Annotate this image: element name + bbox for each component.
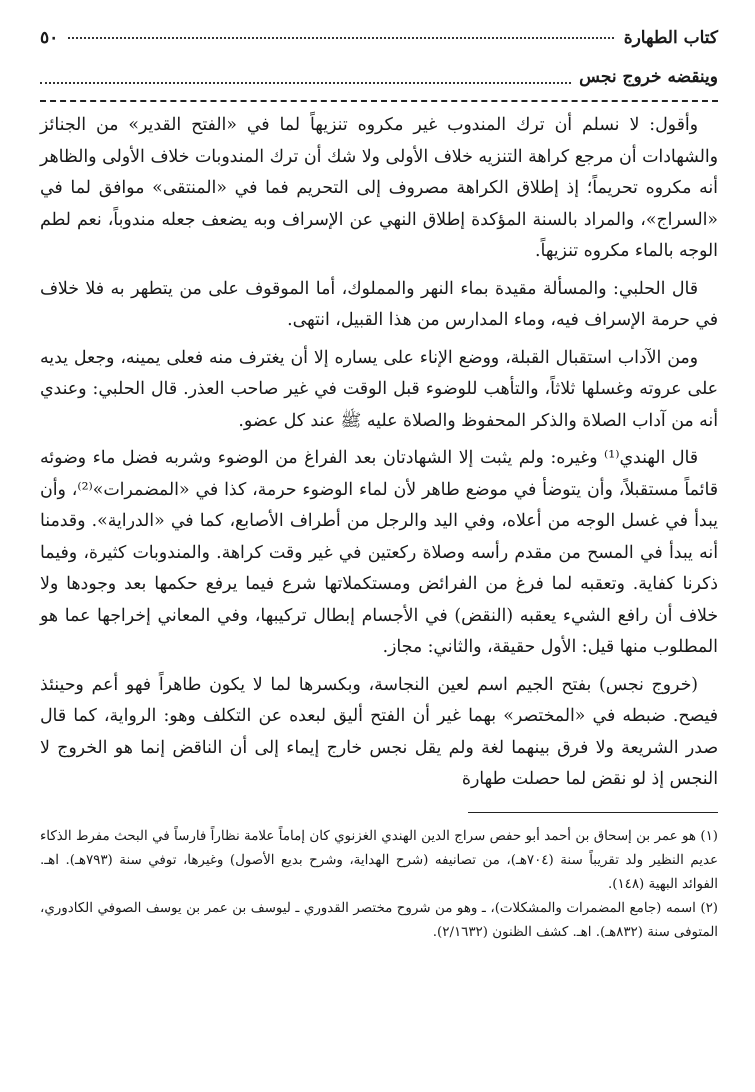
paragraph: وأقول: لا نسلم أن ترك المندوب غير مكروه تنزيهاً لما في «الفتح القدير» من الجنائز والشهادات أن مرجع كراهة التنزيه خلاف الأولى ولا شك أن ترك المندوبات خلاف الأولى والظاهر أنه مكروه تحريماً؛ إذ إطلاق الكراهة مصروف إلى التحريم فما في «المنتقى» موافق لما في «السراج»، والمراد بالسنة المؤكدة إطلاق النهي عن الإسراف وبه يضعف جعله مندوباً، نعم لطم الوجه بالماء مكروه تنزيهاً. — [40, 115, 718, 261]
paragraph: قال الهندي⁽¹⁾ وغيره: ولم يثبت إلا الشهادتان بعد الفراغ من الوضوء وشربه فضل ماء وضوئه قائماً مستقبلاً، وأن يتوضأ في موضع طاهر لأن لماء الوضوء حرمة، كذا في «المضمرات»⁽²⁾، وأن يبدأ في غسل الوجه من أعلاه، وفي اليد والرجل من أطراف الأصابع، كما في «الدراية». وقدمنا أنه يبدأ في المسح من مقدم رأسه وصلاة ركعتين في غير وقت كراهة. والمندوبات كثيرة، وفيما ذكرنا كفاية. وتعقبه لما فرغ من الفرائض ومستكملاتها شرع فيما يرفع حكمها بعد وجودها ولا خلاف أن رافع الشيء يعقبه (النقض) في الأجسام إبطال تركيبها، وفي المعاني إخراجها عما هو المطلوب منها قيل: الأول حقيقة، والثاني: مجاز. — [40, 448, 718, 657]
page-header — [40, 22, 718, 54]
header-dotted-rule — [68, 37, 613, 39]
book-title: كتاب الطهارة — [623, 28, 718, 48]
document-page — [40, 22, 718, 1072]
matn-line — [40, 64, 718, 90]
footnote: (٢) اسمه (جامع المضمرات والمشكلات)، ـ وهو من شروح مختصر القدوري ـ ليوسف بن عمر بن يوسف الصوفي الكادوري، المتوفى سنة (٨٣٢هـ). اهـ. كشف الظنون (٢/١٦٣٢). — [40, 900, 718, 940]
paragraph: ومن الآداب استقبال القبلة، ووضع الإناء على يساره إلا أن يغترف منه فعلى يمينه، وجعل يديه على عروته وغسلها ثلاثاً، والتأهب للوضوء قبل الوقت في غير صاحب العذر. قال الحلبي: وعندي أنه من آداب الصلاة والذكر المحفوظ والصلاة عليه ﷺ عند كل عضو. — [40, 347, 718, 431]
paragraph: قال الحلبي: والمسألة مقيدة بماء النهر والمملوك، أما الموقوف على من يتطهر به فلا خلاف في حرمة الإسراف فيه، وماء المدارس من هذا القبيل، انتهى. — [40, 278, 718, 330]
commentary-body — [40, 110, 718, 796]
matn-text: وينقضه خروج نجس — [579, 67, 718, 87]
page-number: ٥٠ — [40, 28, 59, 48]
matn-dotted-rule — [40, 82, 571, 84]
footnote: (١) هو عمر بن إسحاق بن أحمد أبو حفص سراج الدين الهندي الغزنوي كان إماماً علامة نظاراً فارساً في البحث مفرط الذكاء عديم النظير ولد تقريباً سنة (٧٠٤هـ)، من تصانيفه (شرح الهداية، وشرح بديع الأصول) وغيرها، توفي سنة (٧٩٣هـ). اهـ. الفوائد البهية (١٤٨). — [40, 828, 718, 892]
footnote-separator — [468, 812, 718, 813]
paragraph: (خروج نجس) بفتح الجيم اسم لعين النجاسة، وبكسرها لما لا يكون طاهراً فهو أعم وحينئذ فيصح. ضبطه في «المختصر» بهما غير أن الفتح أليق لبعده عن التكلف وهو: الرواية، كما قال صدر الشريعة ولا فرق بينهما لغة ولم يقل نجس خارج إيماء إلى أن الناقض إنما هو الخروج لا النجس إذ لو نقض لما حصلت طهارة — [40, 674, 718, 789]
footnotes — [40, 825, 718, 945]
matn-dashed-separator — [40, 100, 718, 102]
